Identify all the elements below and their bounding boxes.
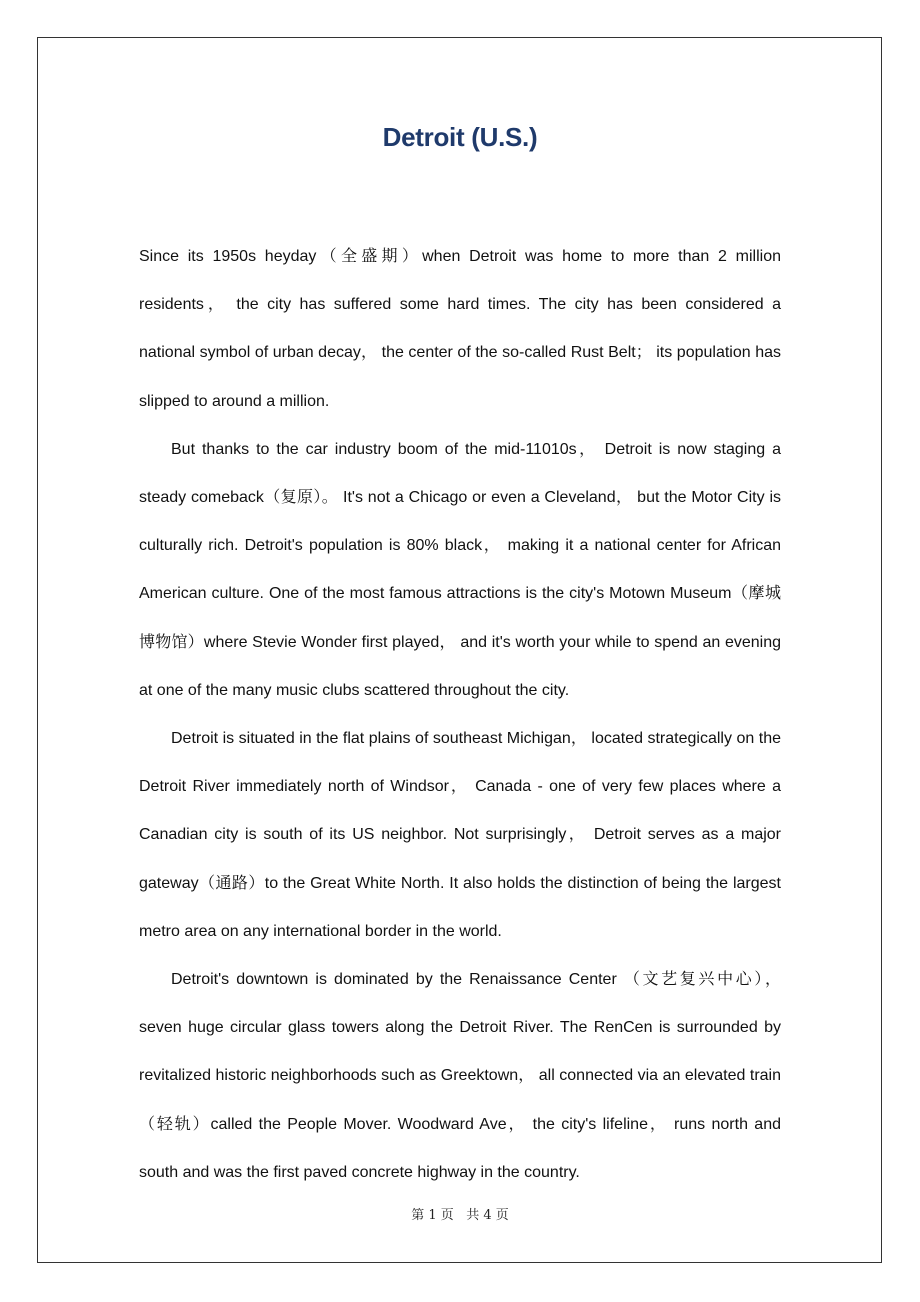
- paragraph-2: But thanks to the car industry boom of the mid-11010s， Detroit is now staging a steady comeback（复原）。 It's not a Chicago or even a Cleveland， but the Motor City is culturally rich. Detroit's population is 80% black， making it a national center for African American culture. One of the most famous attractions is the city's Motown Museum（摩城博物馆）where Stevie Wonder first played， and it's worth your while to spend an evening at one of the many music clubs scattered throughout the city.: [139, 440, 781, 699]
- page-number-footer: 第 1 页 共 4 页: [411, 1208, 509, 1223]
- paragraph-4: Detroit's downtown is dominated by the Renaissance Center （文艺复兴中心）， seven huge circular glass towers along the Detroit River. The RenCen is surrounded by revitalized historic neighborhoods such as Greektown， all connected via an elevated train（轻轨）called the People Mover. Woodward Ave， the city's lifeline， runs north and south and was the first paved concrete highway in the country.: [139, 971, 781, 1181]
- paragraph-3: Detroit is situated in the flat plains of southeast Michigan， located strategically on the Detroit River immediately north of Windsor， Canada - one of very few places where a Canadian city is south of its US neighbor. Not surprisingly， Detroit serves as a major gateway（通路）to the Great White North. It also holds the distinction of being the largest metro area on any international border in the world.: [139, 730, 781, 940]
- paragraph-1: Since its 1950s heyday（全盛期）when Detroit was home to more than 2 million residents， the city has suffered some hard times. The city has been considered a national symbol of urban decay， the center of the so-called Rust Belt； its population has slipped to around a million.: [139, 248, 782, 410]
- document-body: [139, 233, 781, 1197]
- document-title: Detroit (U.S.): [382, 122, 538, 152]
